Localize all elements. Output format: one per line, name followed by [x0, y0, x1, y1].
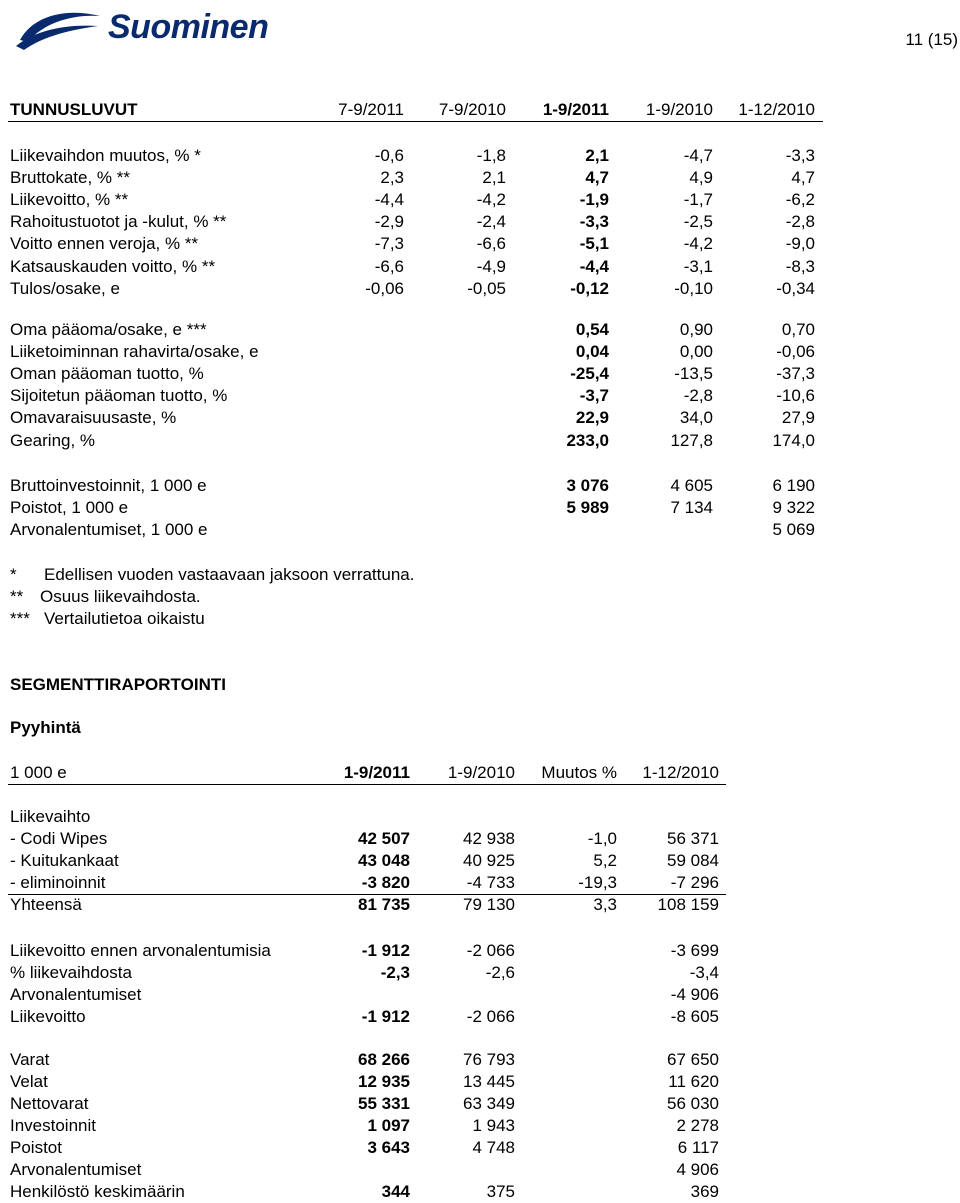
segment-row-label: Nettovarat: [10, 1094, 89, 1113]
footnote-text: Edellisen vuoden vastaavaan jaksoon verrattuna.: [44, 565, 415, 584]
kpi-cell: 2,1: [482, 168, 506, 188]
segment-cell: 2 278: [676, 1116, 719, 1135]
kpi-cell: -0,06: [365, 278, 404, 298]
kpi-cell: 0,90: [679, 320, 713, 339]
segment-cell: -3 820: [361, 873, 410, 892]
kpi-cell: 34,0: [679, 408, 713, 428]
kpi-cell: -2,8: [785, 212, 815, 232]
segment-cell: 108 159: [657, 895, 719, 914]
segment-cell: -1 912: [361, 1007, 410, 1026]
segment-row-label: Liikevoitto: [10, 1007, 86, 1026]
kpi-column-header: 1-9/2011: [542, 100, 609, 119]
segment-title: SEGMENTTIRAPORTOINTI: [10, 675, 226, 694]
segment-cell: 79 130: [463, 895, 515, 914]
segment-cell: 42 507: [358, 829, 410, 848]
kpi-row-label: Arvonalentumiset, 1 000 e: [10, 520, 208, 540]
kpi-cell: -4,2: [476, 190, 506, 210]
kpi-cell: 5 989: [566, 498, 609, 518]
kpi-cell: 27,9: [781, 408, 815, 428]
segment-cell: 12 935: [358, 1072, 410, 1091]
kpi-row-label: Bruttokate, % **: [10, 168, 131, 188]
segment-cell: 63 349: [463, 1094, 515, 1113]
kpi-cell: 22,9: [575, 408, 609, 428]
segment-row-label: Liikevaihto: [10, 807, 91, 826]
segment-cell: -4 733: [466, 873, 515, 892]
segment-cell: -8 605: [670, 1007, 719, 1026]
segment-cell: 375: [486, 1182, 515, 1201]
kpi-row-label: Liikevoitto, % **: [10, 190, 129, 210]
segment-cell: -3 699: [670, 941, 719, 960]
kpi-cell: 0,04: [575, 342, 609, 362]
segment-subtitle: Pyyhintä: [10, 718, 81, 737]
segment-column-header: Muutos %: [541, 763, 617, 782]
segment-row-label: Yhteensä: [10, 895, 82, 914]
kpi-cell: 2,1: [585, 146, 609, 165]
company-logo: [14, 6, 289, 50]
segment-row-label: Investoinnit: [10, 1116, 96, 1135]
kpi-cell: -13,5: [674, 364, 713, 384]
logo-wordmark: Suominen: [108, 8, 269, 46]
segment-cell: 1 097: [367, 1116, 410, 1135]
kpi-cell: 0,00: [679, 342, 713, 362]
kpi-cell: 127,8: [670, 430, 713, 450]
footnote-mark: **: [10, 587, 24, 606]
kpi-cell: 5 069: [772, 520, 815, 540]
kpi-cell: 4 605: [670, 476, 713, 495]
kpi-column-header: 7-9/2011: [338, 100, 404, 119]
segment-cell: 76 793: [463, 1050, 515, 1069]
kpi-cell: -0,34: [776, 278, 815, 298]
kpi-cell: -2,4: [476, 212, 506, 232]
kpi-cell: -9,0: [785, 234, 815, 254]
segment-cell: 4 748: [472, 1138, 515, 1157]
segment-cell: 3 643: [367, 1138, 410, 1157]
kpi-cell: -0,6: [374, 146, 404, 165]
segment-cell: 40 925: [463, 851, 515, 870]
kpi-cell: 4,7: [791, 168, 815, 188]
kpi-row-label: Rahoitustuotot ja -kulut, % **: [10, 212, 227, 232]
segment-cell: -4 906: [670, 985, 719, 1004]
kpi-cell: 9 322: [772, 498, 815, 518]
segment-cell: 43 048: [358, 851, 410, 870]
kpi-cell: 4,7: [585, 168, 609, 188]
kpi-cell: 7 134: [670, 498, 713, 518]
kpi-row-label: Oma pääoma/osake, e ***: [10, 320, 207, 339]
segment-subtotal-rule: [8, 894, 726, 895]
kpi-cell: -5,1: [579, 234, 609, 254]
segment-row-label: - Kuitukankaat: [10, 851, 119, 870]
segment-cell: 55 331: [358, 1094, 410, 1113]
segment-cell: -3,4: [689, 963, 719, 982]
kpi-cell: -4,9: [476, 256, 506, 276]
kpi-cell: -2,5: [683, 212, 713, 232]
kpi-cell: -4,7: [683, 146, 713, 165]
segment-cell: 56 030: [667, 1094, 719, 1113]
kpi-cell: -25,4: [570, 364, 609, 384]
kpi-cell: -10,6: [776, 386, 815, 406]
kpi-cell: 3 076: [566, 476, 609, 495]
kpi-row-label: Liikevaihdon muutos, % *: [10, 146, 201, 165]
kpi-row-label: Bruttoinvestoinnit, 1 000 e: [10, 476, 207, 495]
segment-cell: 5,2: [593, 851, 617, 870]
kpi-cell: -2,8: [683, 386, 713, 406]
kpi-cell: -3,7: [579, 386, 609, 406]
kpi-title: TUNNUSLUVUT: [10, 100, 138, 119]
kpi-cell: 174,0: [772, 430, 815, 450]
kpi-row-label: Oman pääoman tuotto, %: [10, 364, 204, 384]
kpi-cell: -6,2: [785, 190, 815, 210]
kpi-cell: -1,8: [476, 146, 506, 165]
kpi-cell: -0,12: [570, 278, 609, 298]
kpi-cell: -0,10: [674, 278, 713, 298]
kpi-column-header: 7-9/2010: [438, 100, 506, 119]
segment-row-label: Varat: [10, 1050, 50, 1069]
segment-cell: -7 296: [670, 873, 719, 892]
kpi-cell: -4,2: [683, 234, 713, 254]
kpi-cell: -4,4: [579, 256, 609, 276]
kpi-cell: -0,06: [776, 342, 815, 362]
segment-row-label: Henkilöstö keskimäärin: [10, 1182, 185, 1201]
segment-cell: 59 084: [667, 851, 719, 870]
segment-row-label: Arvonalentumiset: [10, 1160, 142, 1179]
segment-cell: 344: [381, 1182, 410, 1201]
segment-cell: -2 066: [466, 941, 515, 960]
segment-cell: 42 938: [463, 829, 515, 848]
kpi-cell: 233,0: [566, 430, 609, 450]
kpi-cell: 0,54: [575, 320, 609, 339]
kpi-cell: -3,1: [683, 256, 713, 276]
segment-cell: -1 912: [361, 941, 410, 960]
footnote-mark: *: [10, 565, 17, 584]
kpi-row-label: Sijoitetun pääoman tuotto, %: [10, 386, 228, 406]
kpi-row-label: Gearing, %: [10, 430, 96, 450]
page-number: 11 (15): [905, 30, 958, 49]
segment-row-label: - eliminoinnit: [10, 873, 106, 892]
kpi-cell: -7,3: [374, 234, 404, 254]
segment-cell: 13 445: [463, 1072, 515, 1091]
segment-cell: -19,3: [578, 873, 617, 892]
segment-cell: 4 906: [676, 1160, 719, 1179]
segment-cell: -2,6: [485, 963, 515, 982]
kpi-cell: -3,3: [785, 146, 815, 165]
segment-cell: -2,3: [380, 963, 410, 982]
footnote-text: Osuus liikevaihdosta.: [40, 587, 201, 606]
logo-swoosh-icon: [14, 6, 104, 50]
segment-column-header: 1-9/2010: [447, 763, 515, 782]
kpi-cell: -6,6: [476, 234, 506, 254]
kpi-row-label: Omavaraisuusaste, %: [10, 408, 177, 428]
kpi-row-label: Katsauskauden voitto, % **: [10, 256, 216, 276]
kpi-row-label: Liiketoiminnan rahavirta/osake, e: [10, 342, 259, 362]
footnote-text: Vertailutietoa oikaistu: [44, 609, 205, 628]
segment-row-label: Liikevoitto ennen arvonalentumisia: [10, 941, 271, 960]
kpi-cell: -2,9: [374, 212, 404, 232]
kpi-row-label: Tulos/osake, e: [10, 278, 120, 298]
segment-column-header: 1 000 e: [10, 763, 67, 782]
kpi-header-rule: [8, 121, 823, 122]
kpi-row-label: Voitto ennen veroja, % **: [10, 234, 199, 254]
kpi-cell: -3,3: [579, 212, 609, 232]
segment-row-label: % liikevaihdosta: [10, 963, 132, 982]
segment-row-label: - Codi Wipes: [10, 829, 108, 848]
kpi-cell: -1,9: [579, 190, 609, 210]
segment-cell: 68 266: [358, 1050, 410, 1069]
segment-cell: 1 943: [472, 1116, 515, 1135]
kpi-cell: -8,3: [785, 256, 815, 276]
footnote-mark: ***: [10, 609, 30, 628]
segment-column-header: 1-9/2011: [343, 763, 410, 782]
kpi-cell: 6 190: [772, 476, 815, 495]
segment-row-label: Poistot: [10, 1138, 62, 1157]
segment-cell: 6 117: [677, 1138, 719, 1157]
kpi-column-header: 1-12/2010: [738, 100, 815, 119]
kpi-cell: 2,3: [380, 168, 404, 188]
segment-cell: -2 066: [466, 1007, 515, 1026]
segment-column-header: 1-12/2010: [642, 763, 719, 782]
kpi-cell: 0,70: [781, 320, 815, 339]
segment-cell: 81 735: [358, 895, 410, 914]
segment-row-label: Velat: [10, 1072, 48, 1091]
kpi-cell: 4,9: [689, 168, 713, 188]
kpi-cell: -4,4: [374, 190, 404, 210]
kpi-cell: -0,05: [467, 278, 506, 298]
kpi-column-header: 1-9/2010: [645, 100, 713, 119]
segment-row-label: Arvonalentumiset: [10, 985, 142, 1004]
kpi-cell: -37,3: [776, 364, 815, 384]
segment-cell: 3,3: [593, 895, 617, 914]
kpi-cell: -6,6: [374, 256, 404, 276]
segment-cell: 369: [690, 1182, 719, 1201]
segment-cell: 11 620: [668, 1072, 719, 1091]
kpi-row-label: Poistot, 1 000 e: [10, 498, 129, 518]
segment-cell: 67 650: [667, 1050, 719, 1069]
segment-header-rule: [8, 784, 726, 785]
kpi-cell: -1,7: [683, 190, 713, 210]
segment-cell: 56 371: [667, 829, 719, 848]
segment-cell: -1,0: [587, 829, 617, 848]
